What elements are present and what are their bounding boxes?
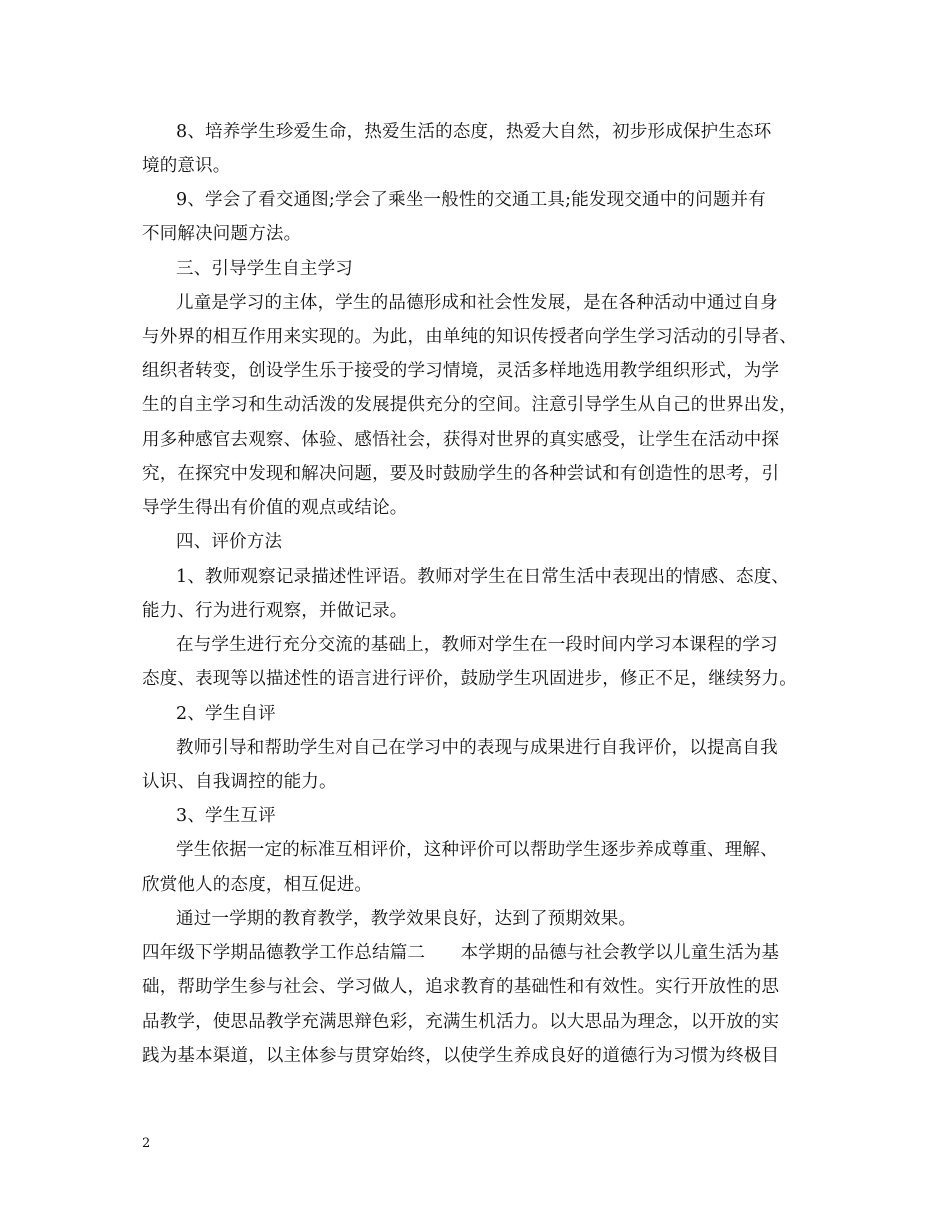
section-heading: 四、评价方法 — [176, 532, 283, 552]
paragraph-line: 生的自主学习和生动活泼的发展提供充分的空间。注意引导学生从自己的世界出发， — [142, 395, 797, 415]
paragraph-line: 教师引导和帮助学生对自己在学习中的表现与成果进行自我评价，以提高自我 — [176, 738, 778, 758]
paragraph-line: 欣赏他人的态度，相互促进。 — [142, 875, 373, 895]
paragraph-line: 能力、行为进行观察，并做记录。 — [142, 601, 408, 621]
paragraph-line: 9、学会了看交通图;学会了乘坐一般性的交通工具;能发现交通中的问题并有 — [176, 190, 766, 210]
paragraph-line: 在与学生进行充分交流的基础上，教师对学生在一段时间内学习本课程的学习 — [176, 635, 778, 655]
paragraph-line: 1、教师观察记录描述性评语。教师对学生在日常生活中表现出的情感、态度、 — [176, 567, 790, 587]
paragraph-line: 四年级下学期品德教学工作总结篇二 本学期的品德与社会教学以儿童生活为基 — [142, 943, 780, 963]
paragraph-line: 学生依据一定的标准互相评价，这种评价可以帮助学生逐步养成尊重、理解、 — [176, 840, 778, 860]
paragraph-line: 究，在探究中发现和解决问题，要及时鼓励学生的各种尝试和有创造性的思考，引 — [142, 464, 780, 484]
paragraph-line: 态度、表现等以描述性的语言进行评价，鼓励学生巩固进步，修正不足，继续努力。 — [142, 669, 797, 689]
paragraph-line: 境的意识。 — [142, 156, 231, 176]
paragraph-line: 品教学，使思品教学充满思辩色彩，充满生机活力。以大思品为理念，以开放的实 — [142, 1012, 780, 1032]
paragraph-line: 通过一学期的教育教学，教学效果良好，达到了预期效果。 — [176, 909, 637, 929]
page-number: 2 — [142, 1136, 151, 1151]
paragraph-line: 础，帮助学生参与社会、学习做人，追求教育的基础性和有效性。实行开放性的思 — [142, 977, 780, 997]
section-heading: 三、引导学生自主学习 — [176, 259, 353, 279]
subsection-heading: 3、学生互评 — [176, 806, 276, 826]
paragraph-line: 8、培养学生珍爱生命，热爱生活的态度，热爱大自然，初步形成保护生态环 — [176, 122, 772, 142]
paragraph-line: 导学生得出有价值的观点或结论。 — [142, 498, 408, 518]
subsection-heading: 2、学生自评 — [176, 704, 276, 724]
paragraph-line: 用多种感官去观察、体验、感悟社会，获得对世界的真实感受，让学生在活动中探 — [142, 430, 780, 450]
paragraph-line: 践为基本渠道，以主体参与贯穿始终，以使学生养成良好的道德行为习惯为终极目 — [142, 1046, 780, 1066]
paragraph-line: 不同解决问题方法。 — [142, 224, 302, 244]
paragraph-line: 组织者转变，创设学生乐于接受的学习情境，灵活多样地选用教学组织形式，为学 — [142, 361, 780, 381]
paragraph-line: 与外界的相互作用来实现的。为此，由单纯的知识传授者向学生学习活动的引导者、 — [142, 327, 797, 347]
paragraph-line: 儿童是学习的主体，学生的品德形成和社会性发展，是在各种活动中通过自身 — [176, 293, 778, 313]
paragraph-line: 认识、自我调控的能力。 — [142, 772, 337, 792]
